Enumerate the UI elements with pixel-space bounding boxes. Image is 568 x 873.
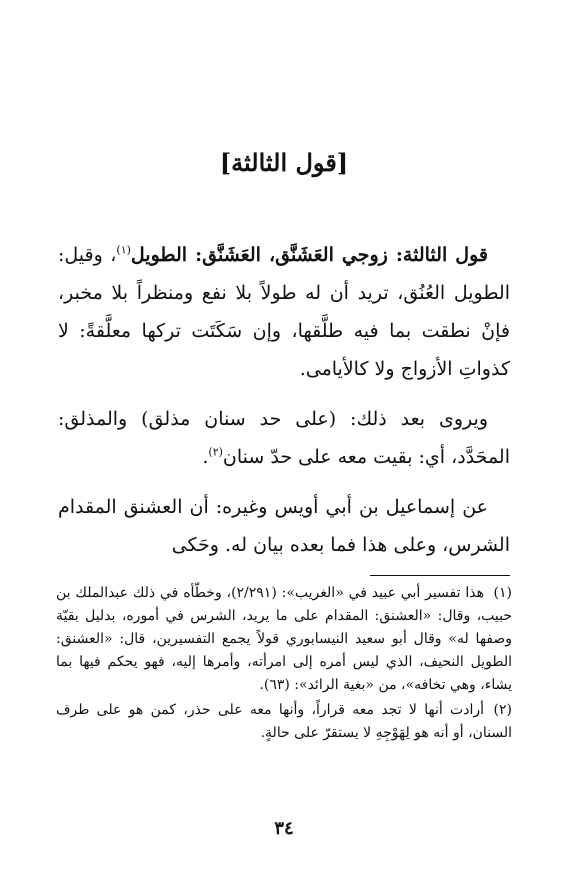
- paragraph-2-end: .: [202, 446, 209, 468]
- paragraph-2: [58, 400, 510, 476]
- footnote-ref-2: (٢): [208, 445, 223, 459]
- footnotes: [56, 582, 512, 745]
- paragraph-1: [58, 236, 510, 388]
- section-heading: [قول الثالثة]: [219, 148, 349, 177]
- paragraph-1-lead: قول الثالثة: زوجي العَشَنَّق، العَشَنَّق: الطويل: [130, 244, 488, 266]
- footnote-text: أرادت أنها لا تجد معه قراراً، وأنها معه على حذر، كمن هو على طرف السنان، أو أنه هو لِهَوْجِهِ لا يستقرّ على حالةٍ.: [56, 702, 512, 741]
- footnote-divider: [370, 575, 510, 576]
- paragraph-3: عن إسماعيل بن أبي أويس وغيره: أن العشنق المقدام الشرس، وعلى هذا فما بعده بيان له. وحَكى: [58, 496, 510, 556]
- footnote-number: (١): [493, 585, 512, 601]
- footnote-2: [56, 699, 512, 745]
- paragraph-2-text: ويروى بعد ذلك: (على حد سنان مذلق) والمذلق: المحَدَّد، أي: بقيت معه على حدّ سنان: [58, 408, 510, 468]
- body-text: [58, 236, 510, 564]
- footnote-text: هذا تفسير أبي عبيد في «الغريب»: (٢/٢٩١)، وخطّأه في ذلك عبدالملك بن حبيب، وقال: «العشنق: المقدام على ما يريد، الشرس في أموره، بدليل بقيّة وصفها له» وقال أبو سعيد النيسابوري قولاً يجمع التفسيرين، قال: «العشنق: الطويل النحيف، الذي ليس أمره إلى امرأته، وأمرها إليه، فهو يحكم فيها بما يشاء، وهي تخافه»، من «بغية الرائد»: (٦٣).: [56, 585, 512, 693]
- footnote-ref-1: (١): [116, 243, 131, 257]
- footnote-number: (٢): [493, 702, 512, 718]
- footnote-1: [56, 582, 512, 697]
- page-number: ٣٤: [274, 818, 294, 839]
- paragraph-1-text: ، وقيل: الطويل العُنُق، تريد أن له طولاً بلا نفع ومنظراً بلا مخبر، فإنْ نطقت بما فيه طلَّقها، وإن سَكَتَت تركها معلَّقةً: لا كذواتِ الأزواج ولا كالأيامى.: [58, 244, 510, 380]
